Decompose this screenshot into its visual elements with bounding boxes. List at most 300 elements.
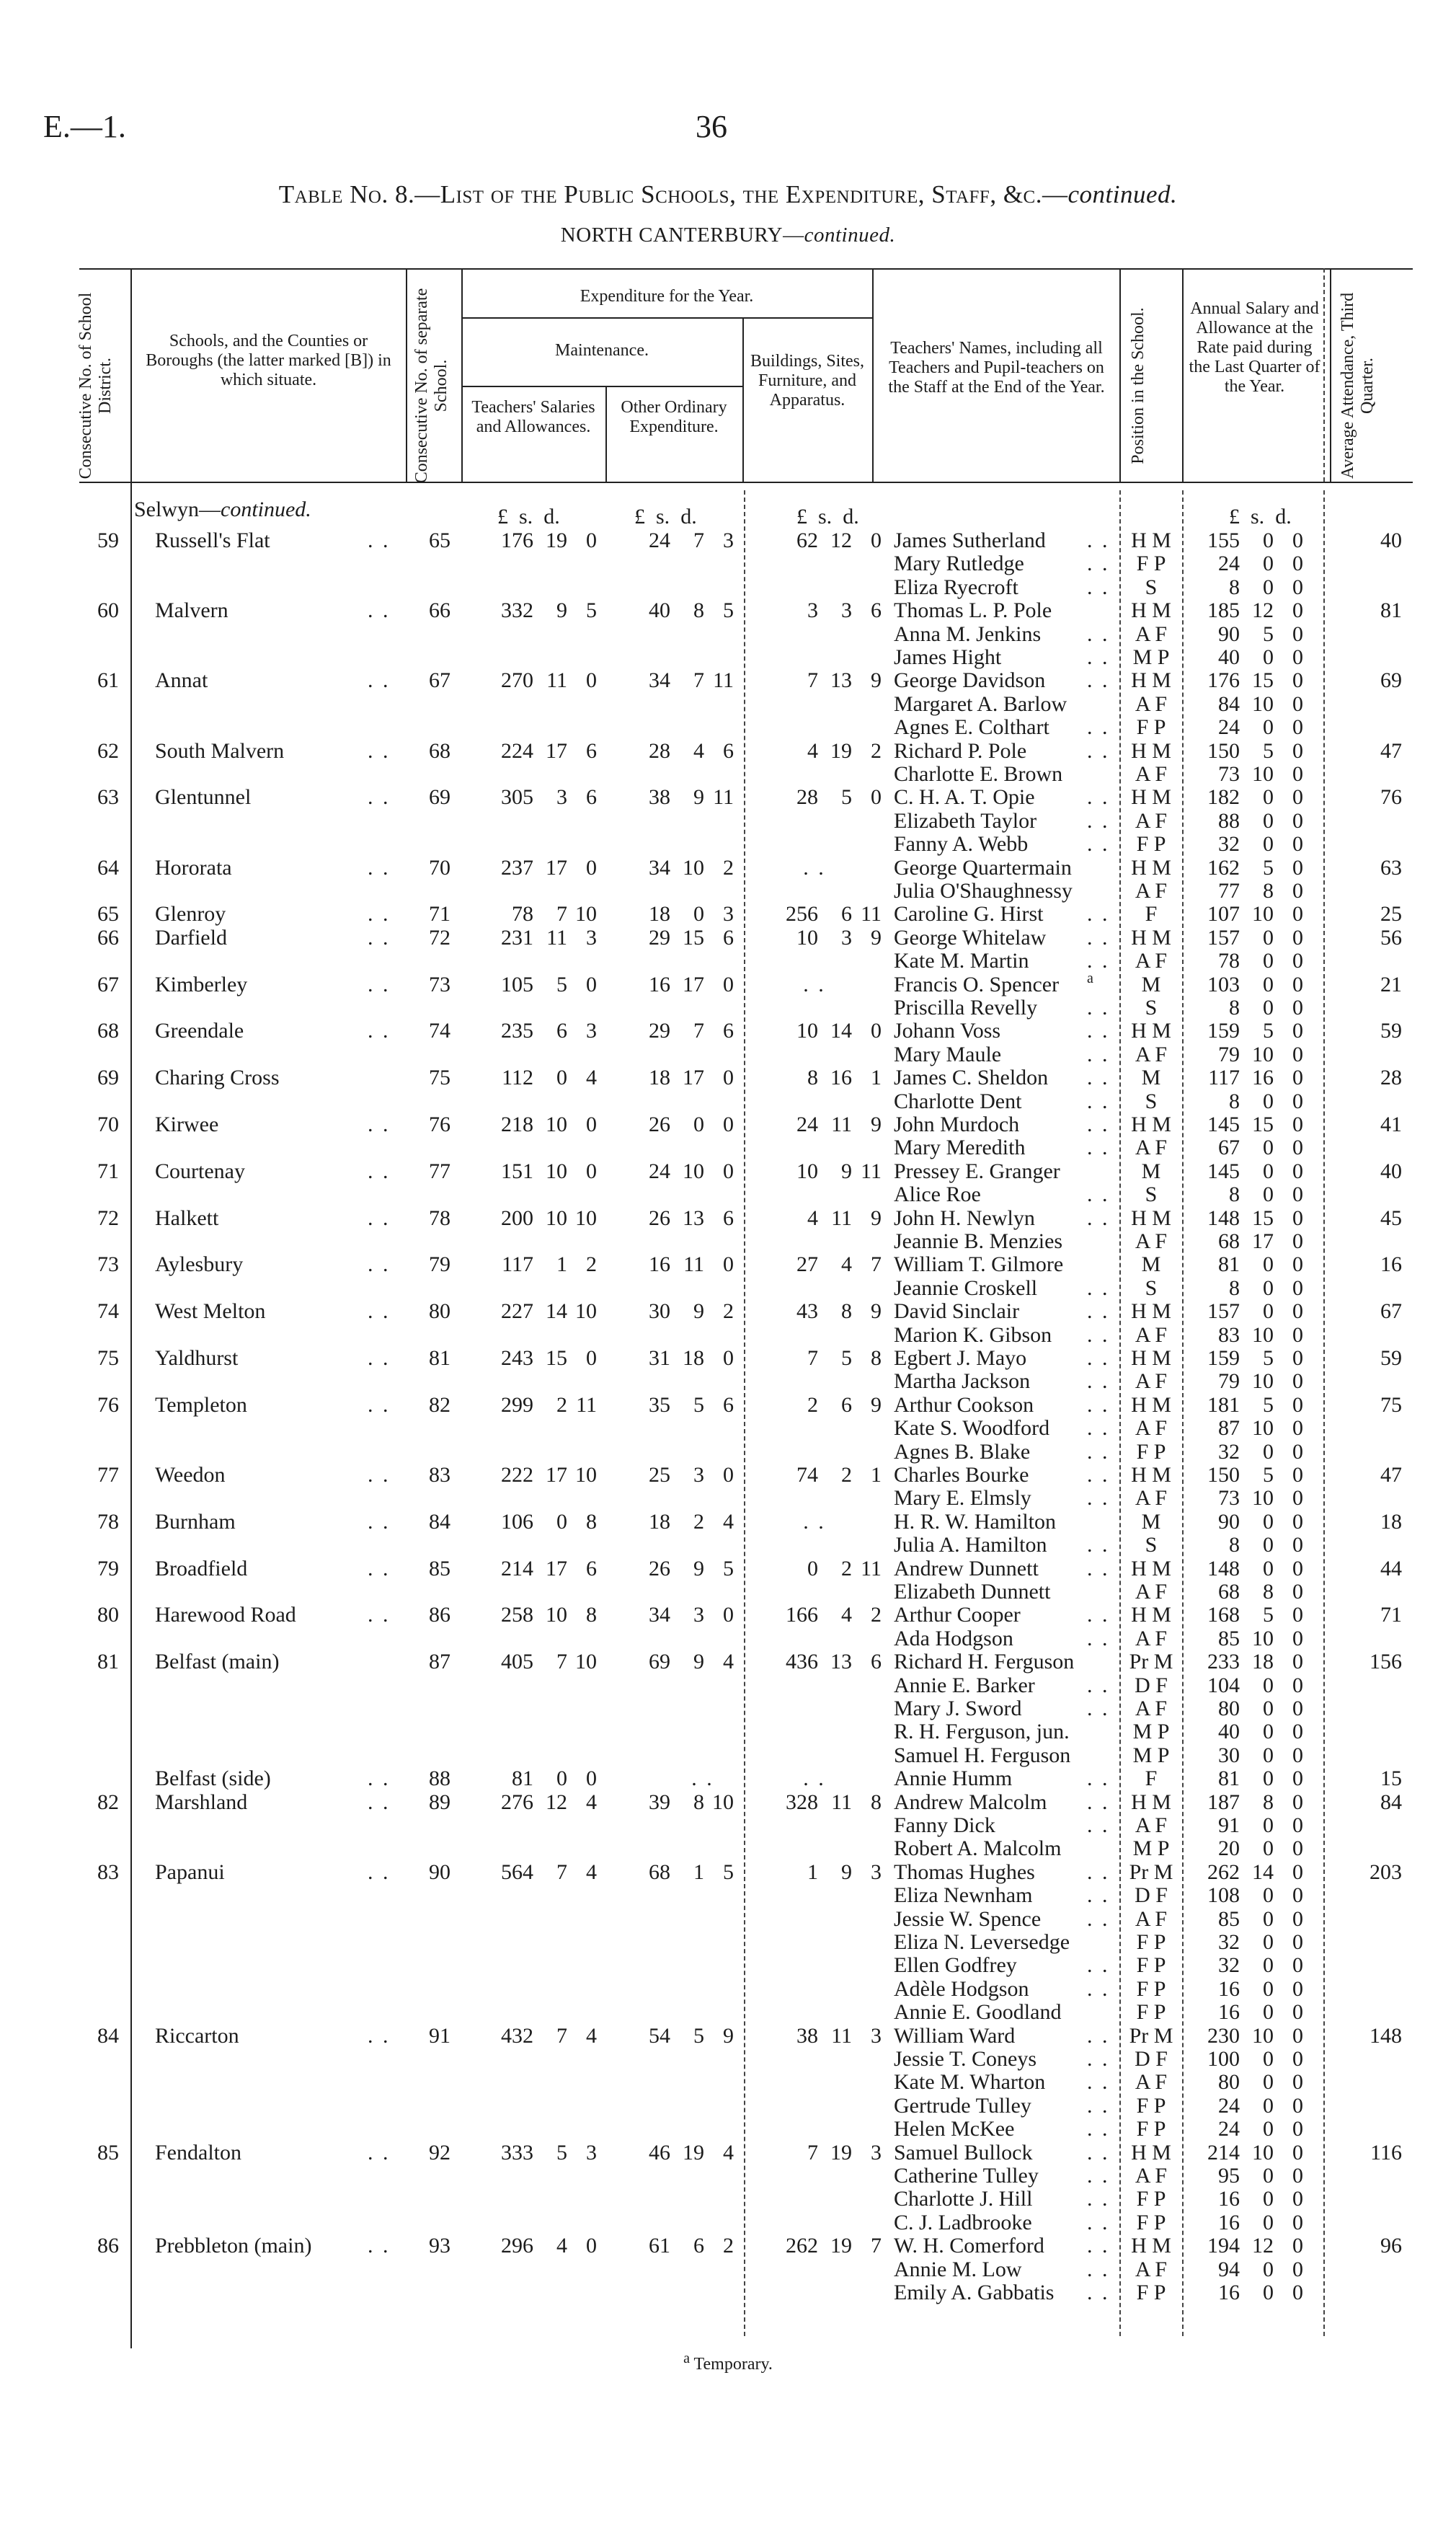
teacher-position: A F bbox=[1135, 622, 1168, 646]
hdr-annual: Annual Salary and Allowance at the Rate paid during the Last Quarter of the Year. bbox=[1189, 299, 1320, 396]
teacher-position: S bbox=[1145, 575, 1158, 599]
buildings-pence: 11 bbox=[861, 902, 882, 927]
annual-salary-shillings: 10 bbox=[1252, 2023, 1274, 2048]
district-number: 62 bbox=[97, 738, 119, 763]
teacher-position: M P bbox=[1132, 1720, 1170, 1744]
teacher-name: Jeannie B. Menzies bbox=[894, 1229, 1063, 1253]
other-expenditure-pounds: 34 bbox=[649, 855, 670, 880]
leader-dots: . . bbox=[1087, 902, 1110, 927]
teacher-position: Pr M bbox=[1129, 1650, 1173, 1674]
attendance: 59 bbox=[1380, 1019, 1402, 1043]
other-expenditure-pence: 2 bbox=[723, 1299, 734, 1324]
teacher-name: Charlotte Dent bbox=[894, 1089, 1022, 1113]
leader-dots: . . bbox=[368, 1556, 391, 1580]
district-number: 78 bbox=[97, 1509, 119, 1534]
other-expenditure-shillings: 4 bbox=[693, 738, 704, 763]
annual-salary-shillings: 14 bbox=[1252, 1860, 1274, 1884]
buildings-pence: 2 bbox=[871, 1603, 882, 1627]
leader-dots: . . bbox=[1087, 1346, 1110, 1370]
school-name: Kimberley bbox=[155, 972, 248, 996]
annual-salary-shillings: 0 bbox=[1263, 1697, 1274, 1720]
teacher-position: H M bbox=[1131, 738, 1171, 763]
annual-salary-shillings: 0 bbox=[1263, 575, 1274, 599]
annual-salary-shillings: 0 bbox=[1263, 2117, 1274, 2141]
other-expenditure-pounds: 38 bbox=[649, 785, 670, 810]
salaries-pence: 0 bbox=[586, 2234, 597, 2258]
teacher-name: Helen McKee bbox=[894, 2117, 1015, 2141]
leader-dots: . . bbox=[368, 2140, 391, 2165]
annual-salary-shillings: 0 bbox=[1263, 1439, 1274, 1464]
school-number: 71 bbox=[429, 902, 450, 927]
teacher-position: H M bbox=[1131, 529, 1171, 552]
other-expenditure-shillings: 8 bbox=[693, 1790, 704, 1814]
leader-dots: . . bbox=[1087, 1463, 1110, 1487]
unit-pounds: £ bbox=[497, 505, 508, 529]
leader-dots: . . bbox=[368, 2023, 391, 2048]
hdr-expenditure: Expenditure for the Year. bbox=[580, 287, 754, 306]
other-expenditure-pounds: 29 bbox=[649, 925, 670, 950]
other-expenditure-pence: 5 bbox=[723, 598, 734, 623]
table-row bbox=[0, 856, 1456, 880]
annual-salary-pounds: 8 bbox=[1229, 1182, 1240, 1207]
other-expenditure-pence: 0 bbox=[723, 1113, 734, 1136]
teacher-note-mark: a bbox=[1087, 970, 1093, 986]
leader-dots: . . bbox=[1087, 1626, 1110, 1650]
buildings-shillings: 11 bbox=[831, 1206, 852, 1230]
other-expenditure-pence: 9 bbox=[723, 2023, 734, 2048]
leader-dots: . . bbox=[368, 1790, 391, 1814]
teacher-position: H M bbox=[1131, 2234, 1171, 2258]
unit-pence: d. bbox=[680, 505, 697, 529]
teacher-name: Arthur Cookson bbox=[894, 1392, 1034, 1417]
col-rule-2 bbox=[406, 268, 407, 482]
teacher-position: H M bbox=[1131, 1556, 1171, 1580]
other-expenditure-pence: 4 bbox=[723, 1650, 734, 1674]
buildings-pence: 8 bbox=[871, 1790, 882, 1814]
teacher-name: Alice Roe bbox=[894, 1182, 981, 1207]
attendance: 67 bbox=[1380, 1299, 1402, 1324]
other-expenditure-shillings: 3 bbox=[693, 1603, 704, 1627]
header-top-rule bbox=[79, 268, 1413, 270]
school-number: 91 bbox=[429, 2023, 450, 2048]
annual-salary-pounds: 159 bbox=[1207, 1019, 1240, 1043]
table-row bbox=[0, 1836, 1456, 1860]
teacher-position: F bbox=[1145, 902, 1158, 927]
other-expenditure-shillings: 7 bbox=[693, 1019, 704, 1043]
attendance: 203 bbox=[1370, 1860, 1402, 1884]
teacher-position: H M bbox=[1131, 1790, 1171, 1814]
teacher-name: Andrew Malcolm bbox=[894, 1790, 1047, 1814]
teacher-name: Fanny A. Webb bbox=[894, 832, 1029, 857]
teacher-name: Marion K. Gibson bbox=[894, 1322, 1052, 1347]
table-row bbox=[0, 2187, 1456, 2211]
teacher-name: Emily A. Gabbatis bbox=[894, 2281, 1055, 2304]
annual-salary-pence: 0 bbox=[1292, 1650, 1303, 1674]
other-expenditure-shillings: 10 bbox=[683, 855, 704, 880]
annual-salary-shillings: 0 bbox=[1263, 2210, 1274, 2234]
table-row bbox=[0, 1720, 1456, 1743]
other-expenditure-pounds: 34 bbox=[649, 668, 670, 693]
leader-dots: . . bbox=[1087, 808, 1110, 833]
leader-dots: . . bbox=[368, 2234, 391, 2258]
leader-dots: . . bbox=[1087, 622, 1110, 646]
teacher-name: Eliza Newnham bbox=[894, 1883, 1033, 1908]
attendance: 69 bbox=[1380, 668, 1402, 693]
district-number: 61 bbox=[97, 668, 119, 693]
attendance: 45 bbox=[1380, 1206, 1402, 1230]
annual-salary-shillings: 0 bbox=[1263, 2047, 1274, 2071]
table-row bbox=[0, 668, 1456, 692]
leader-dots: . . bbox=[1087, 2140, 1110, 2165]
leader-dots: . . bbox=[1087, 1042, 1110, 1066]
annual-salary-pence: 0 bbox=[1292, 2281, 1303, 2304]
table-row bbox=[0, 785, 1456, 809]
buildings-pounds: 10 bbox=[796, 925, 818, 950]
other-expenditure-pence: 11 bbox=[713, 785, 734, 810]
annual-salary-pounds: 16 bbox=[1218, 2187, 1240, 2211]
leader-dots: . . bbox=[1087, 1790, 1110, 1814]
buildings-pounds: 3 bbox=[807, 598, 818, 623]
school-number: 66 bbox=[429, 598, 450, 623]
salaries-pence: 5 bbox=[586, 598, 597, 623]
annual-salary-pence: 0 bbox=[1292, 2164, 1303, 2188]
table-row bbox=[0, 1580, 1456, 1604]
teacher-name: Agnes B. Blake bbox=[894, 1439, 1031, 1464]
buildings-pence: 1 bbox=[871, 1066, 882, 1090]
table-row bbox=[0, 1346, 1456, 1370]
leader-dots: . . bbox=[368, 1159, 391, 1183]
annual-salary-pounds: 94 bbox=[1218, 2257, 1240, 2281]
district-number: 59 bbox=[97, 529, 119, 552]
salaries-pence: 0 bbox=[586, 1113, 597, 1136]
annual-salary-pounds: 148 bbox=[1207, 1556, 1240, 1580]
buildings-pence: 11 bbox=[861, 1159, 882, 1183]
header-bottom-rule bbox=[79, 482, 1413, 483]
leader-dots: . . bbox=[1087, 1113, 1110, 1136]
annual-salary-shillings: 15 bbox=[1252, 1206, 1274, 1230]
teacher-position: F P bbox=[1136, 552, 1166, 576]
other-expenditure-pounds: 68 bbox=[649, 1860, 670, 1884]
attendance: 15 bbox=[1380, 1767, 1402, 1791]
salaries-pounds: 231 bbox=[501, 925, 533, 950]
annual-salary-pence: 0 bbox=[1292, 1533, 1303, 1557]
annual-salary-pence: 0 bbox=[1292, 2117, 1303, 2141]
buildings-pounds: 262 bbox=[786, 2234, 818, 2258]
annual-salary-pence: 0 bbox=[1292, 808, 1303, 833]
buildings-dots: . . bbox=[803, 1767, 826, 1791]
teacher-position: A F bbox=[1135, 2257, 1168, 2281]
expenditure-rule bbox=[461, 317, 872, 319]
attendance: 16 bbox=[1380, 1252, 1402, 1277]
teacher-position: H M bbox=[1131, 785, 1171, 810]
table-row bbox=[0, 970, 1456, 996]
leader-dots: . . bbox=[1087, 996, 1110, 1020]
table-row bbox=[0, 1557, 1456, 1580]
other-expenditure-pence: 3 bbox=[723, 529, 734, 552]
table-row bbox=[0, 1603, 1456, 1627]
school-number: 74 bbox=[429, 1019, 450, 1043]
teacher-position: F P bbox=[1136, 2117, 1166, 2141]
salaries-pounds: 200 bbox=[501, 1206, 533, 1230]
buildings-pounds: 166 bbox=[786, 1603, 818, 1627]
attendance: 156 bbox=[1370, 1650, 1402, 1674]
leader-dots: . . bbox=[368, 598, 391, 623]
teacher-position: D F bbox=[1135, 1883, 1168, 1908]
attendance: 81 bbox=[1380, 598, 1402, 623]
other-expenditure-shillings: 8 bbox=[693, 598, 704, 623]
annual-salary-pounds: 187 bbox=[1207, 1790, 1240, 1814]
table-row bbox=[0, 1159, 1456, 1183]
teacher-name: Jeannie Croskell bbox=[894, 1275, 1038, 1300]
attendance: 25 bbox=[1380, 902, 1402, 927]
buildings-pence: 8 bbox=[871, 1346, 882, 1370]
annual-salary-shillings: 12 bbox=[1252, 2234, 1274, 2258]
attendance: 71 bbox=[1380, 1603, 1402, 1627]
buildings-pence: 3 bbox=[871, 1860, 882, 1884]
buildings-shillings: 3 bbox=[841, 598, 852, 623]
annual-salary-pounds: 162 bbox=[1207, 855, 1240, 880]
leader-dots: . . bbox=[1087, 1439, 1110, 1464]
other-expenditure-pence: 5 bbox=[723, 1556, 734, 1580]
school-number: 75 bbox=[429, 1066, 450, 1090]
salaries-pence: 0 bbox=[586, 1346, 597, 1370]
annual-salary-pounds: 16 bbox=[1218, 2000, 1240, 2025]
teacher-position: H M bbox=[1131, 668, 1171, 693]
salaries-pounds: 151 bbox=[501, 1159, 533, 1183]
attendance: 116 bbox=[1370, 2140, 1402, 2165]
other-expenditure-shillings: 10 bbox=[683, 1159, 704, 1183]
leader-dots: . . bbox=[1087, 1089, 1110, 1113]
teacher-name: Annie M. Low bbox=[894, 2257, 1022, 2281]
salaries-shillings: 10 bbox=[546, 1603, 567, 1627]
attendance: 40 bbox=[1380, 529, 1402, 552]
school-name: Malvern bbox=[155, 598, 228, 623]
leader-dots: . . bbox=[368, 529, 391, 552]
teacher-name: Eliza N. Leversedge bbox=[894, 1930, 1070, 1954]
table-row bbox=[0, 949, 1456, 973]
leader-dots: . . bbox=[1087, 1416, 1110, 1441]
annual-salary-pence: 0 bbox=[1292, 1603, 1303, 1627]
annual-salary-pounds: 150 bbox=[1207, 738, 1240, 763]
salaries-pence: 8 bbox=[586, 1603, 597, 1627]
teacher-position: F P bbox=[1136, 1930, 1166, 1954]
annual-salary-pounds: 95 bbox=[1218, 2164, 1240, 2188]
annual-salary-pence: 0 bbox=[1292, 1976, 1303, 2001]
annual-salary-pounds: 117 bbox=[1208, 1066, 1240, 1090]
salaries-pounds: 237 bbox=[501, 855, 533, 880]
annual-salary-pounds: 77 bbox=[1218, 879, 1240, 903]
school-name: West Melton bbox=[155, 1299, 266, 1324]
teacher-position: F bbox=[1145, 1767, 1158, 1791]
buildings-pounds: 0 bbox=[807, 1556, 818, 1580]
leader-dots: . . bbox=[1087, 1136, 1110, 1160]
school-number: 72 bbox=[429, 925, 450, 950]
salaries-pence: 2 bbox=[586, 1252, 597, 1277]
district-number: 71 bbox=[97, 1159, 119, 1183]
annual-salary-shillings: 0 bbox=[1263, 1673, 1274, 1697]
salaries-shillings: 7 bbox=[556, 2023, 567, 2048]
other-expenditure-shillings: 15 bbox=[683, 925, 704, 950]
buildings-pounds: 7 bbox=[807, 2140, 818, 2165]
teacher-name: John H. Newlyn bbox=[894, 1206, 1035, 1230]
district-number: 84 bbox=[97, 2023, 119, 2048]
table-row bbox=[0, 1767, 1456, 1790]
leader-dots: . . bbox=[368, 1019, 391, 1043]
annual-salary-pounds: 8 bbox=[1229, 575, 1240, 599]
other-expenditure-pence: 5 bbox=[723, 1860, 734, 1884]
salaries-pence: 0 bbox=[586, 529, 597, 552]
annual-salary-pence: 0 bbox=[1292, 1182, 1303, 1207]
attendance: 18 bbox=[1380, 1509, 1402, 1534]
salaries-pence: 3 bbox=[586, 2140, 597, 2165]
other-expenditure-pounds: 61 bbox=[649, 2234, 670, 2258]
other-expenditure-pence: 6 bbox=[723, 925, 734, 950]
annual-salary-shillings: 10 bbox=[1252, 1322, 1274, 1347]
table-row bbox=[0, 1883, 1456, 1907]
annual-salary-pence: 0 bbox=[1292, 996, 1303, 1020]
salaries-shillings: 17 bbox=[546, 1556, 567, 1580]
teacher-position: S bbox=[1145, 1275, 1158, 1300]
salaries-shillings: 11 bbox=[546, 668, 567, 693]
teacher-name: Adèle Hodgson bbox=[894, 1976, 1029, 2001]
buildings-shillings: 19 bbox=[830, 2140, 852, 2165]
annual-salary-pounds: 16 bbox=[1218, 2281, 1240, 2304]
teacher-name: Arthur Cooper bbox=[894, 1603, 1021, 1627]
leader-dots: . . bbox=[1087, 785, 1110, 810]
teacher-name: George Davidson bbox=[894, 668, 1046, 693]
annual-salary-shillings: 0 bbox=[1263, 972, 1274, 996]
annual-salary-pence: 0 bbox=[1292, 1720, 1303, 1744]
annual-salary-shillings: 0 bbox=[1263, 529, 1274, 552]
table-row bbox=[0, 2047, 1456, 2071]
other-expenditure-pounds: 26 bbox=[649, 1113, 670, 1136]
buildings-shillings: 14 bbox=[830, 1019, 852, 1043]
teacher-name: Elizabeth Dunnett bbox=[894, 1580, 1051, 1604]
teacher-position: M bbox=[1141, 972, 1161, 996]
table-row bbox=[0, 1416, 1456, 1440]
table-row bbox=[0, 809, 1456, 833]
teacher-position: A F bbox=[1135, 1486, 1168, 1511]
annual-salary-pence: 0 bbox=[1292, 2187, 1303, 2211]
buildings-shillings: 9 bbox=[841, 1860, 852, 1884]
salaries-pounds: 218 bbox=[501, 1113, 533, 1136]
unit-shillings: s. bbox=[818, 505, 833, 529]
annual-salary-shillings: 0 bbox=[1263, 785, 1274, 810]
teacher-name: Richard P. Pole bbox=[894, 738, 1027, 763]
attendance: 59 bbox=[1380, 1346, 1402, 1370]
annual-salary-pence: 0 bbox=[1292, 1252, 1303, 1277]
hdr-position: Position in the School. bbox=[1129, 307, 1148, 464]
annual-salary-pence: 0 bbox=[1292, 1556, 1303, 1580]
salaries-shillings: 10 bbox=[546, 1113, 567, 1136]
leader-dots: . . bbox=[1087, 1673, 1110, 1697]
annual-salary-pence: 0 bbox=[1292, 1439, 1303, 1464]
district-number: 81 bbox=[97, 1650, 119, 1674]
annual-salary-pence: 0 bbox=[1292, 2000, 1303, 2025]
teacher-name: George Quartermain bbox=[894, 855, 1072, 880]
salaries-pounds: 332 bbox=[501, 598, 533, 623]
salaries-pence: 3 bbox=[586, 1019, 597, 1043]
other-expenditure-pounds: 18 bbox=[649, 902, 670, 927]
teacher-position: M bbox=[1141, 1066, 1161, 1090]
school-number: 78 bbox=[429, 1206, 450, 1230]
col-rule-10 bbox=[1330, 268, 1331, 482]
units-salaries bbox=[497, 505, 560, 529]
annual-salary-pence: 0 bbox=[1292, 1767, 1303, 1791]
annual-salary-pence: 0 bbox=[1292, 2140, 1303, 2165]
teacher-position: M bbox=[1141, 1252, 1161, 1277]
annual-salary-shillings: 5 bbox=[1263, 1603, 1274, 1627]
leader-dots: . . bbox=[368, 1252, 391, 1277]
school-name: Templeton bbox=[155, 1392, 247, 1417]
table-row bbox=[0, 1323, 1456, 1347]
buildings-shillings: 19 bbox=[830, 738, 852, 763]
leader-dots: . . bbox=[1087, 1976, 1110, 2001]
other-expenditure-pounds: 26 bbox=[649, 1556, 670, 1580]
annual-salary-shillings: 0 bbox=[1263, 1883, 1274, 1908]
school-number: 93 bbox=[429, 2234, 450, 2258]
leader-dots: . . bbox=[368, 1463, 391, 1487]
other-expenditure-pounds: 24 bbox=[649, 1159, 670, 1183]
other-expenditure-pounds: 16 bbox=[649, 972, 670, 996]
buildings-shillings: 13 bbox=[830, 1650, 852, 1674]
salaries-pence: 6 bbox=[586, 785, 597, 810]
annual-salary-shillings: 15 bbox=[1252, 1113, 1274, 1136]
teacher-position: A F bbox=[1135, 879, 1168, 903]
teacher-name: Elizabeth Taylor bbox=[894, 808, 1037, 833]
table-row bbox=[0, 879, 1456, 903]
salaries-pounds: 112 bbox=[502, 1066, 533, 1090]
annual-salary-shillings: 0 bbox=[1263, 949, 1274, 973]
buildings-pounds: 10 bbox=[796, 1159, 818, 1183]
teacher-position: A F bbox=[1135, 2070, 1168, 2095]
leader-dots: . . bbox=[1087, 2023, 1110, 2048]
title-prefix: Table No. 8.— bbox=[278, 180, 440, 208]
teacher-position: A F bbox=[1135, 1813, 1168, 1837]
leader-dots: . . bbox=[1087, 575, 1110, 599]
buildings-shillings: 2 bbox=[841, 1463, 852, 1487]
annual-salary-pence: 0 bbox=[1292, 902, 1303, 927]
unit-pence: d. bbox=[843, 505, 859, 529]
leader-dots: . . bbox=[1087, 2257, 1110, 2281]
salaries-shillings: 12 bbox=[546, 1790, 567, 1814]
annual-salary-pence: 0 bbox=[1292, 1463, 1303, 1487]
teacher-position: M P bbox=[1132, 1743, 1170, 1767]
salaries-pence: 0 bbox=[586, 855, 597, 880]
buildings-pence: 9 bbox=[871, 925, 882, 950]
leader-dots: . . bbox=[1087, 645, 1110, 669]
annual-salary-pounds: 85 bbox=[1218, 1906, 1240, 1931]
teacher-name: James C. Sheldon bbox=[894, 1066, 1049, 1090]
teacher-name: Mary E. Elmsly bbox=[894, 1486, 1031, 1511]
school-name: Yaldhurst bbox=[155, 1346, 239, 1370]
salaries-shillings: 14 bbox=[546, 1299, 567, 1324]
other-expenditure-pence: 0 bbox=[723, 1603, 734, 1627]
leader-dots: . . bbox=[368, 855, 391, 880]
buildings-pounds: 1 bbox=[807, 1860, 818, 1884]
leader-dots: . . bbox=[1087, 1883, 1110, 1908]
other-expenditure-pence: 0 bbox=[723, 1066, 734, 1090]
buildings-pounds: 7 bbox=[807, 1346, 818, 1370]
table-row bbox=[0, 1252, 1456, 1276]
buildings-pence: 9 bbox=[871, 1392, 882, 1417]
leader-dots: . . bbox=[368, 785, 391, 810]
teacher-position: A F bbox=[1135, 1229, 1168, 1253]
attendance: 75 bbox=[1380, 1392, 1402, 1417]
buildings-pounds: 436 bbox=[786, 1650, 818, 1674]
annual-salary-pence: 0 bbox=[1292, 645, 1303, 669]
annual-salary-pounds: 78 bbox=[1218, 949, 1240, 973]
